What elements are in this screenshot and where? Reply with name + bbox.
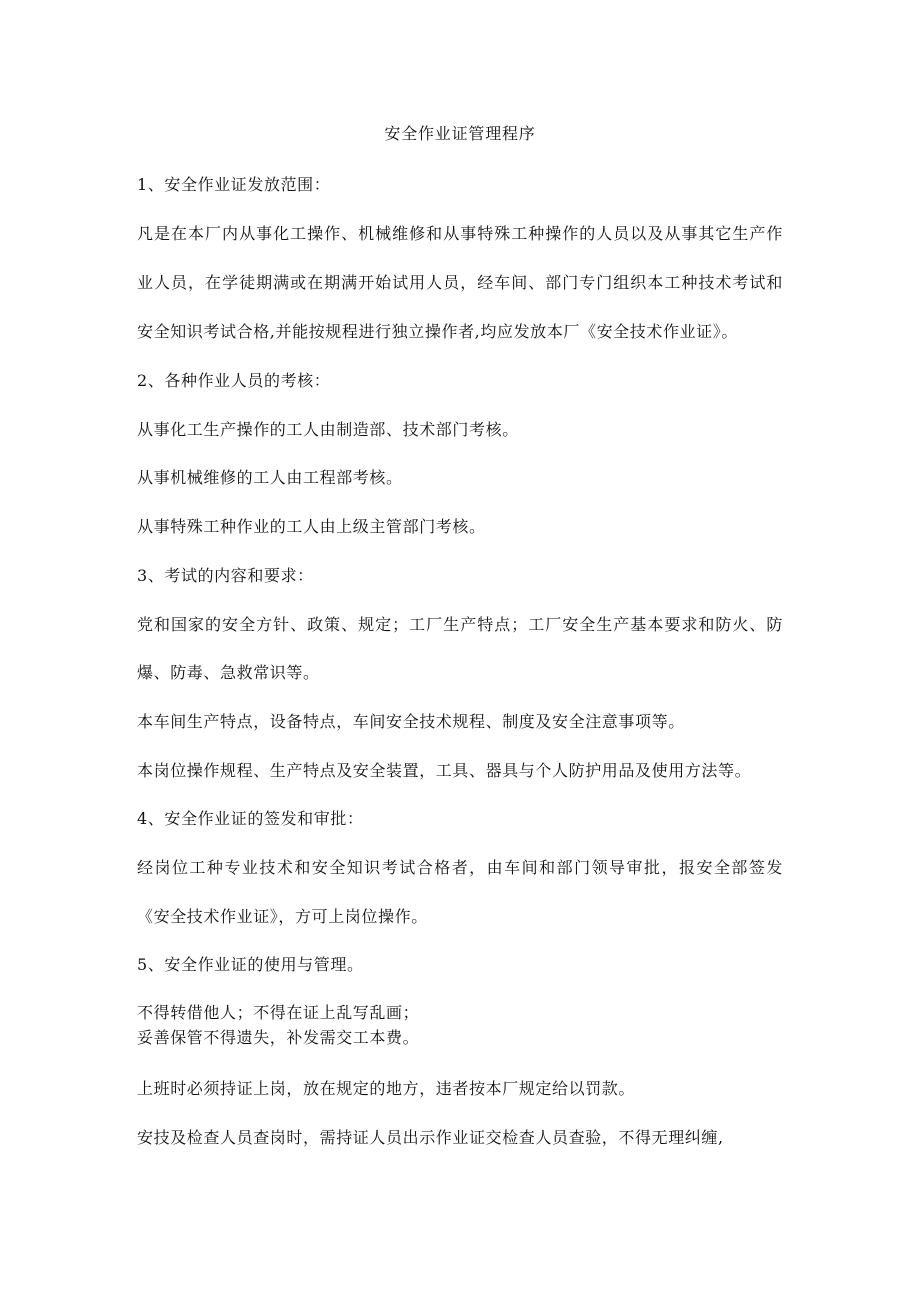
section-5-line-2: 妥善保管不得遗失，补发需交工本费。: [137, 1028, 420, 1047]
section-4-heading: 4、安全作业证的签发和审批：: [137, 809, 364, 828]
section-2-line-1: 从事化工生产操作的工人由制造部、技术部门考核。: [137, 420, 519, 439]
section-5-line-1: 不得转借他人；不得在证上乱写乱画；: [137, 1003, 420, 1022]
document-title: 安全作业证管理程序: [384, 124, 536, 143]
section-1-line-3: 安全知识考试合格,并能按规程进行独立操作者,均应发放本厂《安全技术作业证》。: [137, 322, 738, 341]
section-3-line-2: 爆、防毒、急救常识等。: [137, 663, 320, 682]
section-2-line-2: 从事机械维修的工人由工程部考核。: [137, 468, 403, 487]
section-1-line-2: 业人员，在学徒期满或在期满开始试用人员，经车间、部门专门组织本工种技术考试和: [137, 273, 783, 292]
section-3-line-3: 本车间生产特点，设备特点，车间安全技术规程、制度及安全注意事项等。: [137, 712, 685, 731]
section-2-heading: 2、各种作业人员的考核：: [137, 371, 331, 390]
section-2-line-3: 从事特殊工种作业的工人由上级主管部门考核。: [137, 517, 486, 536]
section-3-line-4: 本岗位操作规程、生产特点及安全装置，工具、器具与个人防护用品及使用方法等。: [137, 761, 752, 780]
section-5-line-3: 上班时必须持证上岗，放在规定的地方，违者按本厂规定给以罚款。: [137, 1079, 636, 1098]
section-4-line-2: 《安全技术作业证》，方可上岗位操作。: [137, 907, 428, 926]
section-3-line-1: 党和国家的安全方针、政策、规定；工厂生产特点；工厂安全生产基本要求和防火、防: [137, 615, 783, 634]
section-5-line-4: 安技及检查人员查岗时，需持证人员出示作业证交检查人员查验，不得无理纠缠,: [137, 1128, 724, 1147]
section-1-line-1: 凡是在本厂内从事化工操作、机械维修和从事特殊工种操作的人员以及从事其它生产作: [137, 224, 783, 243]
section-3-heading: 3、考试的内容和要求：: [137, 566, 314, 585]
section-4-line-1: 经岗位工种专业技术和安全知识考试合格者，由车间和部门领导审批，报安全部签发: [137, 858, 783, 877]
section-1-heading: 1、安全作业证发放范围：: [137, 175, 331, 194]
section-5-heading: 5、安全作业证的使用与管理。: [137, 955, 364, 974]
